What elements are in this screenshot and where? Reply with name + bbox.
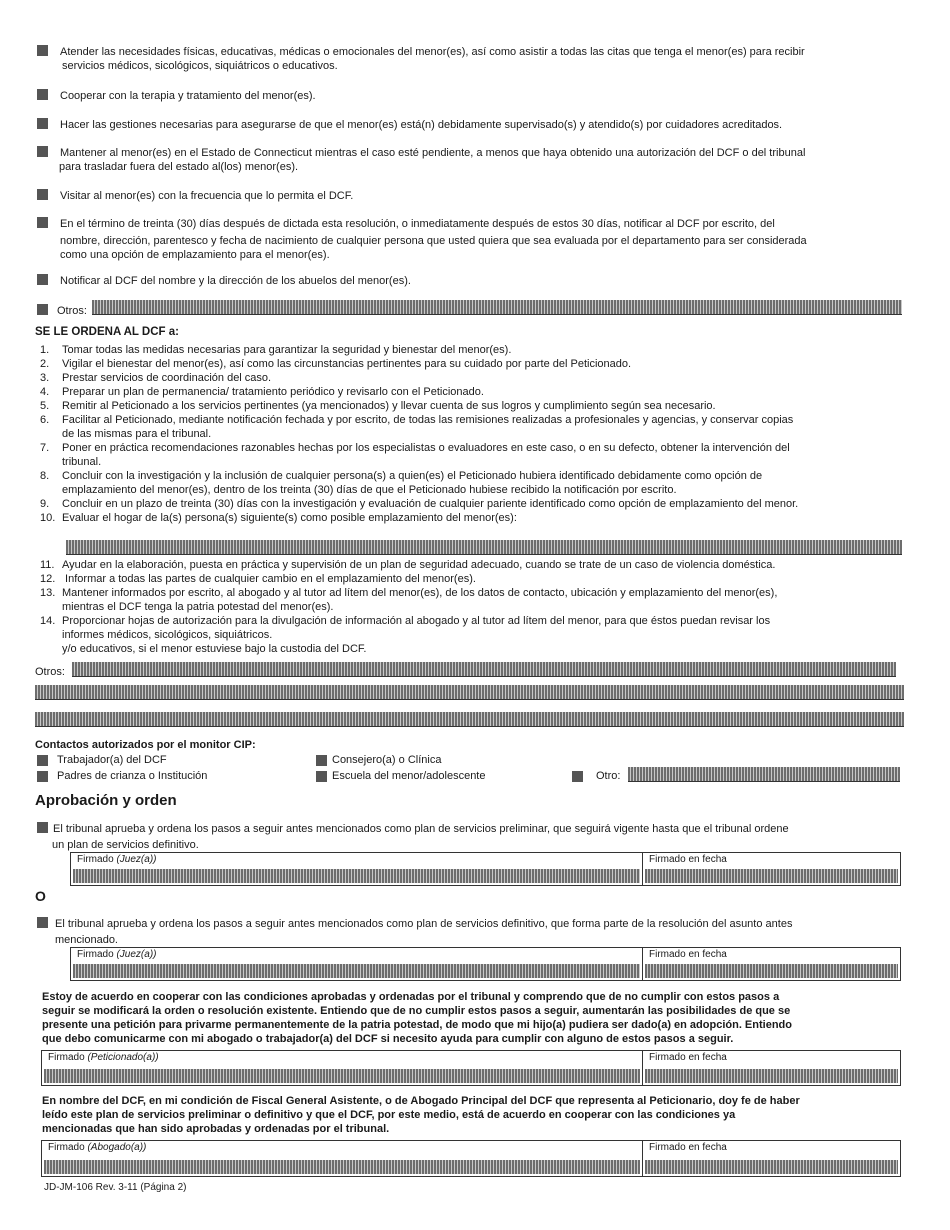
- checkbox-supervision[interactable]: [37, 118, 48, 129]
- dcf-item: 8. Concluir con la investigación y la inclusión de cualquier persona(s) a quien(es) el Peticionado hubiera identificado debidamente como opción de emplazamiento del menor(es), dentro de los treinta (30) días de que el Peticionado hubiese recibido la notificación por escrito.: [40, 470, 763, 496]
- judge-date-cell: Firmado en fecha: [643, 853, 900, 885]
- item-connecticut: [60, 146, 904, 174]
- dcf-list-2: [0, 558, 950, 656]
- otros-dcf-input[interactable]: [72, 662, 896, 677]
- respondent-sign-cell: Firmado (Peticionado(a)): [42, 1051, 643, 1085]
- dcf-item: 5. Remitir al Peticionado a los servicios pertinentes (ya mencionados) y llevar cuenta de sus logros y cumplimiento según sea necesario.: [40, 400, 716, 412]
- checkbox-preliminary[interactable]: [37, 822, 48, 833]
- contact-dcf-worker: Trabajador(a) del DCF: [57, 754, 167, 766]
- checkbox-dcf-worker[interactable]: [37, 755, 48, 766]
- evaluate-home-input[interactable]: [66, 540, 902, 555]
- contacts-heading: Contactos autorizados por el monitor CIP:: [35, 739, 256, 751]
- checkbox-needs[interactable]: [37, 45, 48, 56]
- checkbox-otros[interactable]: [37, 304, 48, 315]
- dcf-item: 7. Poner en práctica recomendaciones razonables hechas por los especialistas o evaluadores en este caso, o en su defecto, obtener la intervención del tribunal.: [40, 442, 790, 468]
- checkbox-school[interactable]: [316, 771, 327, 782]
- checkbox-other-contact[interactable]: [572, 771, 583, 782]
- item-notify-persons: [60, 217, 904, 262]
- otros-input[interactable]: [92, 300, 902, 315]
- checkbox-foster-parents[interactable]: [37, 771, 48, 782]
- judge-signature-box-2: [70, 947, 901, 981]
- item-needs: [60, 45, 904, 73]
- dcf-item: 2. Vigilar el bienestar del menor(es), así como las circunstancias pertinentes para su cuidado por parte del Peticionado.: [40, 358, 632, 370]
- otros-dcf-line-2[interactable]: [35, 685, 904, 700]
- preliminary-l2: un plan de servicios definitivo.: [52, 839, 199, 851]
- checkbox-therapy[interactable]: [37, 89, 48, 100]
- dcf-item: 11. Ayudar en la elaboración, puesta en práctica y supervisión de un plan de seguridad adecuado, cuando se trate de un caso de violencia doméstica.: [40, 559, 776, 571]
- dcf-heading: SE LE ORDENA AL DCF a:: [35, 326, 179, 338]
- attorney-date-input[interactable]: [645, 1160, 898, 1174]
- item-therapy: Cooperar con la terapia y tratamiento del menor(es).: [60, 90, 316, 102]
- agreement-text: Estoy de acuerdo en cooperar con las condiciones aprobadas y ordenadas por el tribunal y comprendo que de no cumplir con estos pasos a seguir se modificará la orden o resolución existente. Entiendo que de no cumplir estos pasos a seguir, aumentarán las posibilidades de que se presente una petición para privarme permanentemente de la patria potestad, de modo que mi hijo(a) pudiera ser dado(a) en adopción. Entiendo que debo comunicarme con mi abogado o trabajador(a) del DCF si necesito ayuda para cumplir con alguno de estos pasos a seguir.: [42, 991, 792, 1045]
- judge-sign-cell: Firmado (Juez(a)): [71, 948, 643, 980]
- dcf-item: 12. Informar a todas las partes de cualquier cambio en el emplazamiento del menor(es).: [40, 573, 476, 585]
- item-connecticut-l1: Mantener al menor(es) en el Estado de Connecticut mientras el caso esté pendiente, a menos que haya obtenido una autorización del DCF o del tribunal: [60, 147, 806, 159]
- respondent-date-input[interactable]: [645, 1069, 898, 1083]
- dcf-list: [0, 343, 950, 525]
- dcf-item: 4. Preparar un plan de permanencia/ tratamiento periódico y revisarlo con el Peticionado.: [40, 386, 484, 398]
- item-grandparents: Notificar al DCF del nombre y la dirección de los abuelos del menor(es).: [60, 275, 411, 287]
- judge-date-input[interactable]: [645, 869, 898, 883]
- dcf-item: 14. Proporcionar hojas de autorización para la divulgación de información al abogado y al tutor ad lítem del menor, para que éstos puedan revisar los informes médicos, sicológicos, siquiátricos. y/o educativos, si el menor estuviese bajo la custodia del DCF.: [40, 615, 771, 655]
- preliminary-l1: El tribunal aprueba y ordena los pasos a seguir antes mencionados como plan de servicios preliminar, que seguirá vigente hasta que el tribunal ordene: [53, 823, 789, 835]
- dcf-item: 1. Tomar todas las medidas necesarias para garantizar la seguridad y bienestar del menor(es).: [40, 344, 512, 356]
- definitive-l1: El tribunal aprueba y ordena los pasos a seguir antes mencionados como plan de servicios definitivo, que forma parte de la resolución del asunto antes: [55, 918, 793, 930]
- judge-signature-input[interactable]: [73, 869, 640, 883]
- item-visit: Visitar al menor(es) con la frecuencia que lo permita el DCF.: [60, 190, 354, 202]
- checkbox-grandparents[interactable]: [37, 274, 48, 285]
- approval-heading: Aprobación y orden: [35, 792, 177, 809]
- judge-sign-cell: Firmado (Juez(a)): [71, 853, 643, 885]
- judge-date-cell: Firmado en fecha: [643, 948, 900, 980]
- attorney-signature-box: [41, 1140, 901, 1177]
- respondent-date-cell: Firmado en fecha: [643, 1051, 900, 1085]
- otros-dcf-label: Otros:: [35, 666, 65, 678]
- otros-dcf-line-3[interactable]: [35, 712, 904, 727]
- checkbox-visit[interactable]: [37, 189, 48, 200]
- contact-counselor: Consejero(a) o Clínica: [332, 754, 442, 766]
- judge-signature-box-1: [70, 852, 901, 886]
- definitive-l2: mencionado.: [55, 934, 118, 946]
- attorney-signature-input[interactable]: [44, 1160, 640, 1174]
- item-needs-l1: Atender las necesidades físicas, educativas, médicas o emocionales del menor(es), así como asistir a todas las citas que tenga el menor(es) para recibir: [60, 46, 805, 58]
- item-supervision: Hacer las gestiones necesarias para asegurarse de que el menor(es) está(n) debidamente supervisado(s) y atendido(s) por cuidadores acreditados.: [60, 119, 783, 131]
- judge-date-input[interactable]: [645, 964, 898, 978]
- attorney-date-cell: Firmado en fecha: [643, 1141, 900, 1176]
- checkbox-counselor[interactable]: [316, 755, 327, 766]
- checkbox-definitive[interactable]: [37, 917, 48, 928]
- attorney-sign-cell: Firmado (Abogado(a)): [42, 1141, 643, 1176]
- preliminary-text: [53, 821, 903, 853]
- otros-label: Otros:: [57, 305, 87, 317]
- footer-form-id: JD-JM-106 Rev. 3-11 (Página 2): [44, 1182, 187, 1193]
- contact-other-label: Otro:: [596, 770, 621, 782]
- or-label: O: [35, 888, 46, 904]
- dcf-item: 10. Evaluar el hogar de la(s) persona(s) siguiente(s) como posible emplazamiento del menor(es):: [40, 512, 517, 524]
- respondent-signature-box: [41, 1050, 901, 1086]
- respondent-signature-input[interactable]: [44, 1069, 640, 1083]
- item-connecticut-l2: para trasladar fuera del estado al(los) menor(es).: [59, 161, 299, 173]
- checkbox-connecticut[interactable]: [37, 146, 48, 157]
- dcf-item: 9. Concluir en un plazo de treinta (30) días con la investigación y evaluación de cualquier pariente identificado como opción de emplazamiento del menor.: [40, 498, 799, 510]
- definitive-text: [55, 916, 905, 948]
- dcf-item: 13. Mantener informados por escrito, al abogado y al tutor ad lítem del menor(es), de los datos de contacto, ubicación y emplazamiento del menor(es), mientras el DCF tenga la patria potestad del menor(es).: [40, 587, 778, 613]
- contact-other-input[interactable]: [628, 767, 900, 782]
- dcf-statement-text: En nombre del DCF, en mi condición de Fiscal General Asistente, o de Abogado Principal del DCF que representa al Peticionario, doy fe de haber leído este plan de servicios preliminar o definitivo y que el DCF, por este medio, está de acuerdo en cooperar con las condiciones ya mencionadas que han sido aprobadas y ordenadas por el tribunal.: [42, 1095, 800, 1135]
- judge-signature-input[interactable]: [73, 964, 640, 978]
- dcf-item: 3. Prestar servicios de coordinación del caso.: [40, 372, 272, 384]
- item-notify-l3: como una opción de emplazamiento para el menor(es).: [60, 249, 330, 261]
- dcf-item: 6. Facilitar al Peticionado, mediante notificación fechada y por escrito, de todas las remisiones realizadas a profesionales y agencias, y conservar copias de las mismas para el tribunal.: [40, 414, 794, 440]
- checkbox-notify-persons[interactable]: [37, 217, 48, 228]
- item-notify-l1: En el término de treinta (30) días después de dictada esta resolución, o inmediatamente después de estos 30 días, notificar al DCF por escrito, del: [60, 218, 775, 230]
- item-needs-l2: servicios médicos, sicológicos, siquiátricos o educativos.: [62, 60, 338, 72]
- contact-foster-parents: Padres de crianza o Institución: [57, 770, 208, 782]
- contact-school: Escuela del menor/adolescente: [332, 770, 486, 782]
- item-notify-l2: nombre, dirección, parentesco y fecha de nacimiento de cualquier persona que usted quiera que sea evaluada por el departamento para ser considerada: [60, 235, 807, 247]
